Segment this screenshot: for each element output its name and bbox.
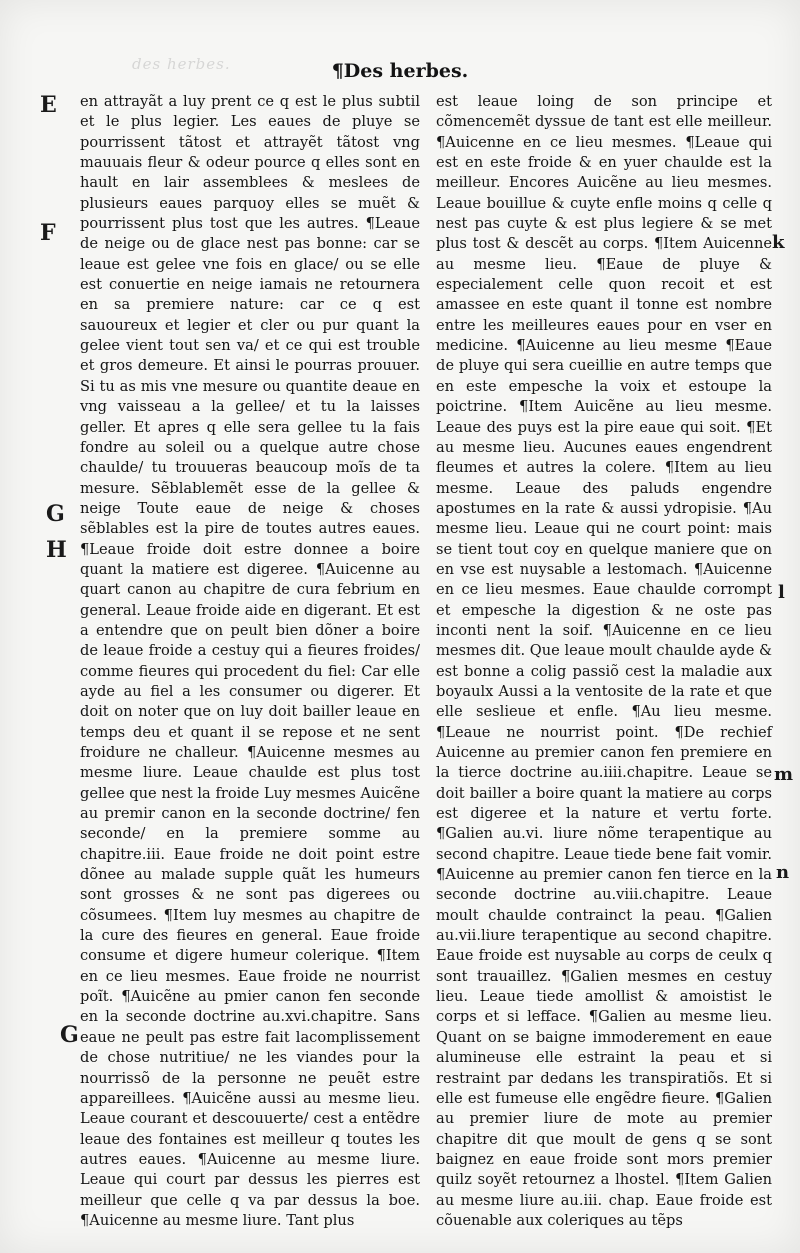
right-column-text: est leaue loing de son principe et cõmencemẽt dyssue de tant est elle meilleur. ¶Auicenne en ce lieu mesmes. ¶Leaue qui est en este froide & en yuer chaulde est la meilleur. Encores Auicẽne au lieu mesmes. Leaue bouillue & cuyte enfle moins q celle q nest pas cuyte & est plus legiere & se met plus tost & descẽt au corps. ¶Item Auicenne au mesme lieu. ¶Eaue de pluye & especialement celle quon recoit et est amassee en este quant il tonne est nombre entre les meilleures eaues pour en vser en medicine. ¶Auicenne au lieu mesme ¶Eaue de pluye qui sera cueillie en autre temps que en este empesche la voix et estoupe la poictrine. ¶Item Auicẽne au lieu mesme. Leaue des puys est la pire eaue qui soit. ¶Et au mesme lieu. Aucunes eaues engendrent fleumes et autres la colere. ¶Item au lieu mesme. Leaue des paluds engendre apostumes en la rate & aussi ydropisie. ¶Au mesme lieu. Leaue qui ne court point: mais se tient tout coy en quelque maniere que on en vse est nuysable a lestomach. ¶Auicenne en ce lieu mesmes. Eaue chaulde corrompt et empesche la digestion & ne oste pas inconti nent la soif. ¶Auicenne en ce lieu mesmes dit. Que leaue moult chaulde ayde & est bonne a colig passiõ cest la maladie aux boyaulx Aussi a la ventosite de la rate et que elle seslieue et enfle. ¶Au lieu mesme. ¶Leaue ne nourrist point. ¶De rechief Auicenne au premier canon fen premiere en la tierce doctrine au.iiii.chapitre. Leaue se doit bailler a boire quant la matiere au corps est digeree et la nature et vertu forte. ¶Galien au.vi. liure nõme terapentique au second chapitre. Leaue tiede bene fait vomir. ¶Auicenne au premier canon fen tierce en la seconde doctrine au.viii.chapitre. Leaue moult chaulde contrainct la peau. ¶Galien au.vii.liure terapentique au second chapitre. Eaue froide est nuysable au corps de ceulx q sont trauaillez. ¶Galien mesmes en cestuy lieu. Leaue tiede amollist & amoistist le corps et si lefface. ¶Galien au mesme lieu. Quant on se baigne immoderement en eaue alumineuse elle estraint la peau et si restraint par dedans les transpiratiõs. Et si elle est fumeuse elle engẽdre fieure. ¶Galien au premier liure de mote au premier chapitre dit que moult de gens q se sont baignez en eaue froide sont mors premier quilz soyẽt retournez a lhostel. ¶Item Galien au mesme liure au.iii. chap. Eaue froide est cõuenable aux coleriques au tẽps: [436, 93, 772, 1229]
margin-letter-n: n: [776, 862, 790, 883]
margin-letter-k: k: [772, 232, 785, 253]
left-column-text: en attrayãt a luy prent ce q est le plus subtil et le plus legier. Les eaues de pluye se pourrissent tãtost et attrayẽt tãtost vng mauuais fleur & odeur pource q elles sont en hault en lair assemblees & meslees de plusieurs eaues parquoy elles se muẽt & pourrissent plus tost que les autres. ¶Leaue de neige ou de glace nest pas bonne: car se leaue est gelee vne fois en glace/ ou se elle est conuertie en neige iamais ne retournera en sa premiere nature: car ce q est sauoureux et legier et cler ou pur quant la gelee vient tout sen va/ et ce qui est trouble et gros demeure. Et ainsi le pourras prouuer. Si tu as mis vne mesure ou quantite deaue en vng vaisseau a la gellee/ et tu la laisses geller. Et apres q elle sera gellee tu la fais fondre au soleil ou a quelque autre chose chaulde/ tu trouueras beaucoup moĩs de ta mesure. Sẽblablemẽt esse de la gellee & neige Toute eaue de neige & choses sẽblables est la pire de toutes autres eaues. ¶Leaue froide doit estre donnee a boire quant la matiere est digeree. ¶Auicenne au quart canon au chapitre de cura febrium en general. Leaue froide aide en digerant. Et est a entendre que on peult bien dõner a boire de leaue froide a cestuy qui a fieures froides/ comme fieures qui procedent du fiel: Car elle ayde au fiel a les consumer ou digerer. Et doit on noter que on luy doit bailler leaue en temps deu et quant il se repose et ne sent froidure ne challeur. ¶Auicenne mesmes au mesme liure. Leaue chaulde est plus tost gellee que nest la froide Luy mesmes Auicẽne au premir canon en la seconde doctrine/ fen seconde/ en la premiere somme au chapitre.iii. Eaue froide ne doit point estre dõnee au malade supple quãt les humeurs sont grosses & ne sont pas digerees ou cõsumees. ¶Item luy mesmes au chapitre de la cure des fieures en general. Eaue froide consume et digere humeur colerique. ¶Item en ce lieu mesmes. Eaue froide ne nourrist poĩt. ¶Auicẽne au pmier canon fen seconde en la seconde doctrine au.xvi.chapitre. Sans eaue ne peult pas estre fait lacomplissement de chose nutritiue/ ne les viandes pour la nourrissõ de la personne ne peuẽt estre appareillees. ¶Auicẽne aussi au mesme lieu. Leaue courant et descouuerte/ cest a entẽdre leaue des fontaines est meilleur q toutes les autres eaues. ¶Auicenne au mesme liure. Leaue qui court par dessus les pierres est meilleur que celle q va par dessus la boe. ¶Auicenne au mesme liure. Tant plus: [80, 93, 420, 1229]
pilcrow-icon: ¶: [331, 60, 344, 82]
margin-letter-e: E: [40, 92, 57, 118]
margin-letter-m: m: [774, 764, 794, 785]
margin-letter-h: H: [46, 537, 67, 563]
margin-letter-l: l: [778, 582, 785, 603]
running-header: [0, 60, 800, 82]
margin-letter-g2: G: [60, 1022, 79, 1048]
bleed-through-text: des herbes.: [132, 55, 231, 73]
right-column: [436, 92, 772, 1231]
margin-letter-f: F: [40, 220, 56, 246]
margin-letter-g: G: [46, 501, 65, 527]
header-title: Des herbes.: [343, 60, 469, 82]
left-column: [80, 92, 420, 1231]
